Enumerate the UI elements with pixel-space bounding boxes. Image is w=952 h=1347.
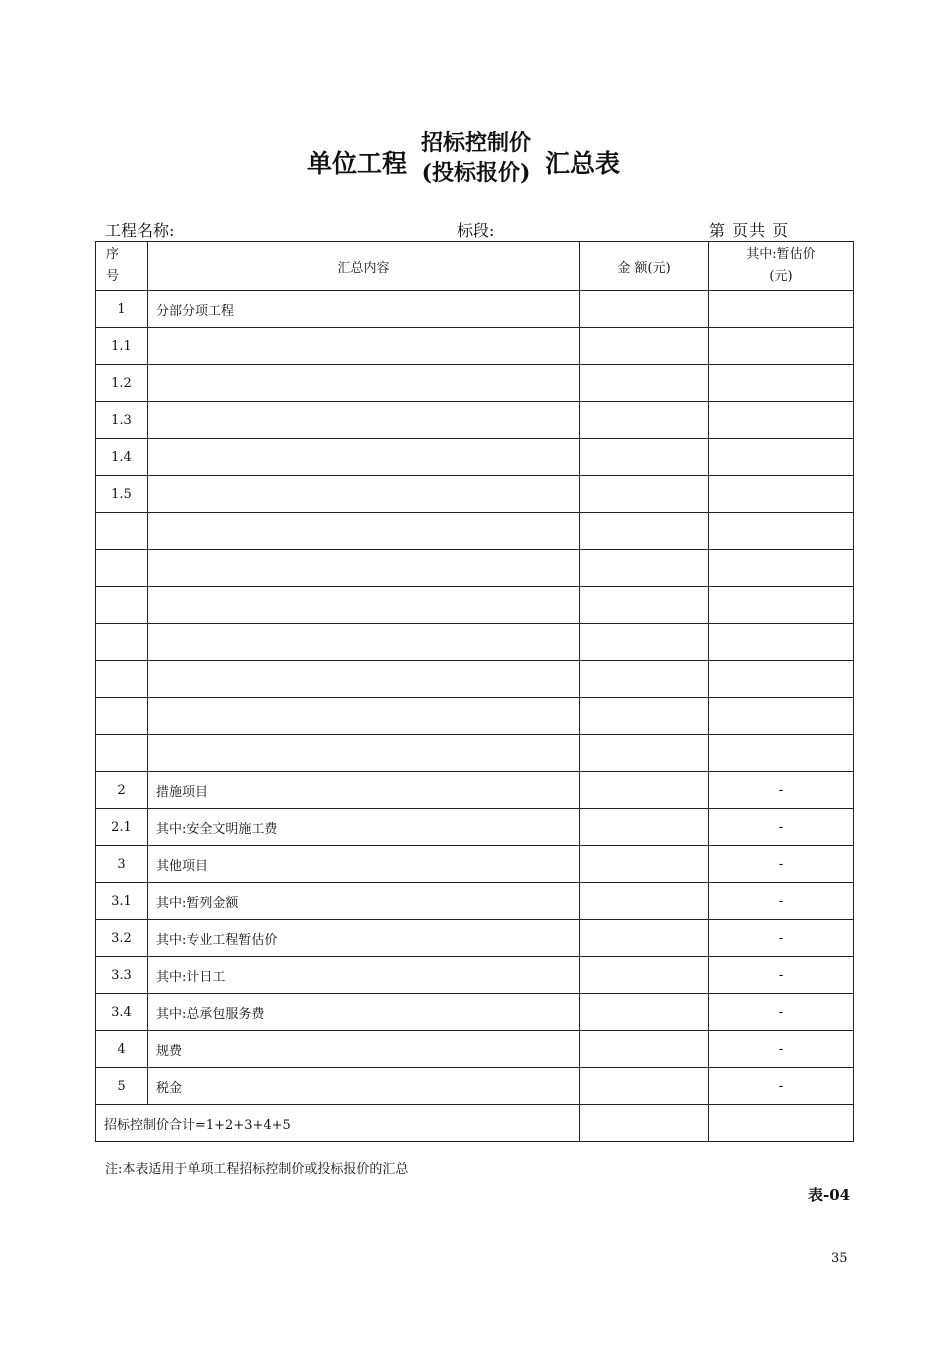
table-row bbox=[96, 994, 854, 1031]
row-amount bbox=[580, 624, 709, 661]
row-estimate bbox=[709, 365, 854, 402]
row-amount bbox=[580, 698, 709, 735]
row-content bbox=[148, 624, 580, 661]
table-row bbox=[96, 772, 854, 809]
row-content: 其中:暂列金额 bbox=[148, 883, 580, 920]
title-suffix: 汇总表 bbox=[545, 149, 621, 178]
header-estimate-line2: (元) bbox=[769, 269, 793, 284]
table-row bbox=[96, 476, 854, 513]
row-number bbox=[96, 698, 148, 735]
row-amount bbox=[580, 513, 709, 550]
row-estimate bbox=[709, 661, 854, 698]
row-number: 2 bbox=[96, 772, 148, 809]
section-label: 标段: bbox=[457, 221, 495, 240]
table-row bbox=[96, 661, 854, 698]
row-number bbox=[96, 735, 148, 772]
row-estimate bbox=[709, 698, 854, 735]
total-amount-cell bbox=[580, 1105, 709, 1142]
table-header-row bbox=[96, 242, 854, 291]
table-row bbox=[96, 328, 854, 365]
row-amount bbox=[580, 476, 709, 513]
table-row bbox=[96, 1031, 854, 1068]
row-number: 1.5 bbox=[96, 476, 148, 513]
row-number bbox=[96, 587, 148, 624]
table-row bbox=[96, 920, 854, 957]
row-number: 5 bbox=[96, 1068, 148, 1105]
row-amount bbox=[580, 809, 709, 846]
row-content: 分部分项工程 bbox=[148, 291, 580, 328]
row-content: 税金 bbox=[148, 1068, 580, 1105]
row-estimate bbox=[709, 587, 854, 624]
row-amount bbox=[580, 735, 709, 772]
row-content: 其中:安全文明施工费 bbox=[148, 809, 580, 846]
row-content bbox=[148, 476, 580, 513]
project-name-label: 工程名称: bbox=[105, 221, 175, 240]
row-amount bbox=[580, 291, 709, 328]
row-content bbox=[148, 328, 580, 365]
row-estimate: - bbox=[709, 957, 854, 994]
row-estimate bbox=[709, 291, 854, 328]
row-number: 3.4 bbox=[96, 994, 148, 1031]
row-estimate: - bbox=[709, 883, 854, 920]
row-number bbox=[96, 550, 148, 587]
title-option-top: 招标控制价 bbox=[420, 130, 531, 156]
row-estimate bbox=[709, 476, 854, 513]
row-estimate bbox=[709, 550, 854, 587]
table-row bbox=[96, 439, 854, 476]
header-no-line2: 号 bbox=[106, 269, 120, 284]
total-row bbox=[96, 1105, 854, 1142]
row-amount bbox=[580, 365, 709, 402]
table-row bbox=[96, 698, 854, 735]
table-row bbox=[96, 957, 854, 994]
row-number: 1.4 bbox=[96, 439, 148, 476]
row-content bbox=[148, 661, 580, 698]
row-amount bbox=[580, 402, 709, 439]
row-estimate: - bbox=[709, 994, 854, 1031]
table-row bbox=[96, 1068, 854, 1105]
table-row bbox=[96, 291, 854, 328]
row-estimate: - bbox=[709, 846, 854, 883]
header-estimate bbox=[709, 242, 854, 291]
row-number: 3.1 bbox=[96, 883, 148, 920]
table-row bbox=[96, 809, 854, 846]
table-row bbox=[96, 402, 854, 439]
row-estimate: - bbox=[709, 809, 854, 846]
row-content bbox=[148, 513, 580, 550]
row-content: 其中:总承包服务费 bbox=[148, 994, 580, 1031]
table-row bbox=[96, 846, 854, 883]
table-row bbox=[96, 365, 854, 402]
summary-table bbox=[95, 241, 854, 1142]
row-amount bbox=[580, 846, 709, 883]
page-count-label: 第 页共 页 bbox=[709, 221, 790, 240]
row-amount bbox=[580, 587, 709, 624]
row-estimate bbox=[709, 513, 854, 550]
row-amount bbox=[580, 328, 709, 365]
row-estimate: - bbox=[709, 1031, 854, 1068]
row-number: 1.1 bbox=[96, 328, 148, 365]
row-estimate: - bbox=[709, 920, 854, 957]
row-content bbox=[148, 698, 580, 735]
document-title bbox=[0, 128, 952, 198]
row-estimate bbox=[709, 735, 854, 772]
row-amount bbox=[580, 661, 709, 698]
page-number: 35 bbox=[831, 1251, 848, 1266]
row-content bbox=[148, 550, 580, 587]
row-number bbox=[96, 513, 148, 550]
title-stacked-options bbox=[410, 128, 542, 188]
row-amount bbox=[580, 1068, 709, 1105]
row-estimate bbox=[709, 402, 854, 439]
row-content bbox=[148, 735, 580, 772]
row-content bbox=[148, 402, 580, 439]
row-amount bbox=[580, 550, 709, 587]
row-number: 3.2 bbox=[96, 920, 148, 957]
row-amount bbox=[580, 883, 709, 920]
row-amount bbox=[580, 1031, 709, 1068]
row-content: 其他项目 bbox=[148, 846, 580, 883]
row-content: 其中:专业工程暂估价 bbox=[148, 920, 580, 957]
row-amount bbox=[580, 920, 709, 957]
row-content bbox=[148, 587, 580, 624]
row-number: 1.3 bbox=[96, 402, 148, 439]
row-number: 3 bbox=[96, 846, 148, 883]
title-option-bottom: (投标报价) bbox=[421, 160, 531, 186]
table-note: 注:本表适用于单项工程招标控制价或投标报价的汇总 bbox=[105, 1162, 409, 1177]
table-row bbox=[96, 513, 854, 550]
total-estimate-cell bbox=[709, 1105, 854, 1142]
row-estimate bbox=[709, 439, 854, 476]
row-amount bbox=[580, 957, 709, 994]
row-number bbox=[96, 661, 148, 698]
header-content: 汇总内容 bbox=[148, 242, 580, 291]
row-estimate bbox=[709, 624, 854, 661]
table-row bbox=[96, 883, 854, 920]
table-row bbox=[96, 550, 854, 587]
row-content: 措施项目 bbox=[148, 772, 580, 809]
row-number: 1.2 bbox=[96, 365, 148, 402]
row-number bbox=[96, 624, 148, 661]
row-number: 3.3 bbox=[96, 957, 148, 994]
total-label: 招标控制价合计=1+2+3+4+5 bbox=[96, 1105, 580, 1142]
header-estimate-line1: 其中:暂估价 bbox=[746, 247, 816, 262]
table-row bbox=[96, 587, 854, 624]
row-amount bbox=[580, 772, 709, 809]
row-estimate: - bbox=[709, 1068, 854, 1105]
row-content bbox=[148, 365, 580, 402]
header-no bbox=[96, 242, 148, 291]
header-no-line1: 序 bbox=[106, 247, 120, 262]
form-number: 表-04 bbox=[808, 1186, 851, 1204]
header-amount: 金 额(元) bbox=[580, 242, 709, 291]
row-content bbox=[148, 439, 580, 476]
row-number: 1 bbox=[96, 291, 148, 328]
row-number: 4 bbox=[96, 1031, 148, 1068]
table-row bbox=[96, 735, 854, 772]
row-number: 2.1 bbox=[96, 809, 148, 846]
row-amount bbox=[580, 439, 709, 476]
title-prefix: 单位工程 bbox=[307, 149, 408, 178]
row-content: 规费 bbox=[148, 1031, 580, 1068]
row-estimate: - bbox=[709, 772, 854, 809]
row-content: 其中:计日工 bbox=[148, 957, 580, 994]
row-estimate bbox=[709, 328, 854, 365]
row-amount bbox=[580, 994, 709, 1031]
table-row bbox=[96, 624, 854, 661]
